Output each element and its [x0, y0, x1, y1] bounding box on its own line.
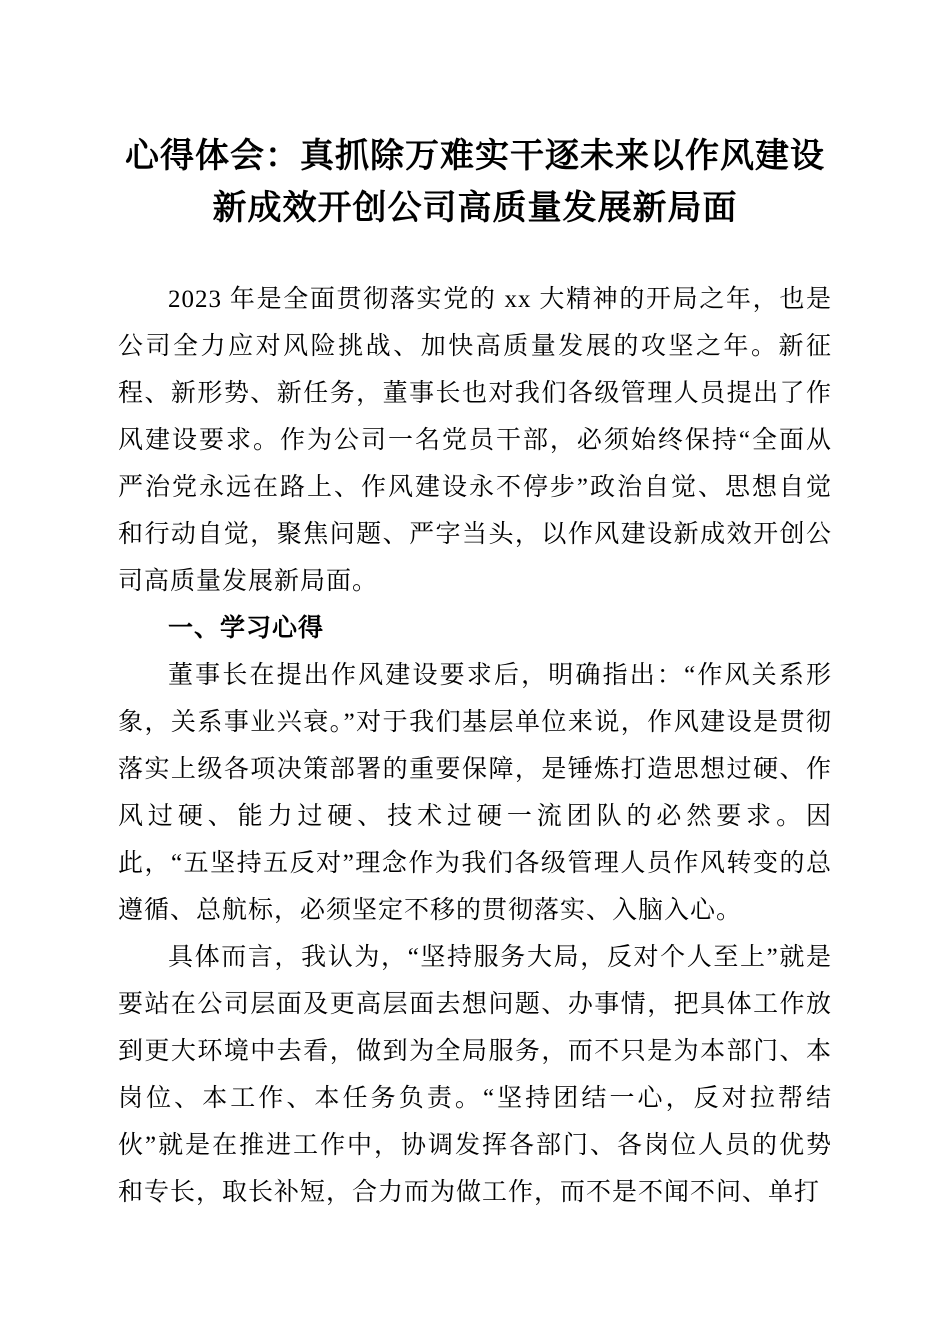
paragraph-intro: 2023 年是全面贯彻落实党的 xx 大精神的开局之年，也是公司全力应对风险挑战、加快高质量发展的攻坚之年。新征程、新形势、新任务，董事长也对我们各级管理人员提出了作风建设要求。作为公司一名党员干部，必须始终保持“全面从严治党永远在路上、作风建设永不停步”政治自觉、思想自觉和行动自觉，聚焦问题、严字当头，以作风建设新成效开创公司高质量发展新局面。: [118, 286, 832, 595]
document-title-line-2: 新成效开创公司高质量发展新局面: [212, 189, 738, 227]
paragraph-study-insights-1: 董事长在提出作风建设要求后，明确指出：“作风关系形象，关系事业兴衰。”对于我们基层单位来说，作风建设是贯彻落实上级各项决策部署的重要保障，是锤炼打造思想过硬、作风过硬、能力过硬、技术过硬一流团队的必然要求。因此，“五坚持五反对”理念作为我们各级管理人员作风转变的总遵循、总航标，必须坚定不移的贯彻落实、入脑入心。: [118, 662, 832, 924]
paragraph-study-insights-2: 具体而言，我认为，“坚持服务大局，反对个人至上”就是要站在公司层面及更高层面去想问题、办事情，把具体工作放到更大环境中去看，做到为全局服务，而不只是为本部门、本岗位、本工作、本任务负责。“坚持团结一心，反对拉帮结伙”就是在推进工作中，协调发挥各部门、各岗位人员的优势和专长，取长补短，合力而为做工作，而不是不闻不问、单打: [118, 944, 832, 1206]
section-heading-study-insights: 一、学习心得: [168, 614, 325, 642]
document-title-line-1: 心得体会：真抓除万难实干逐未来以作风建设: [125, 137, 825, 175]
document-title: [118, 130, 832, 234]
